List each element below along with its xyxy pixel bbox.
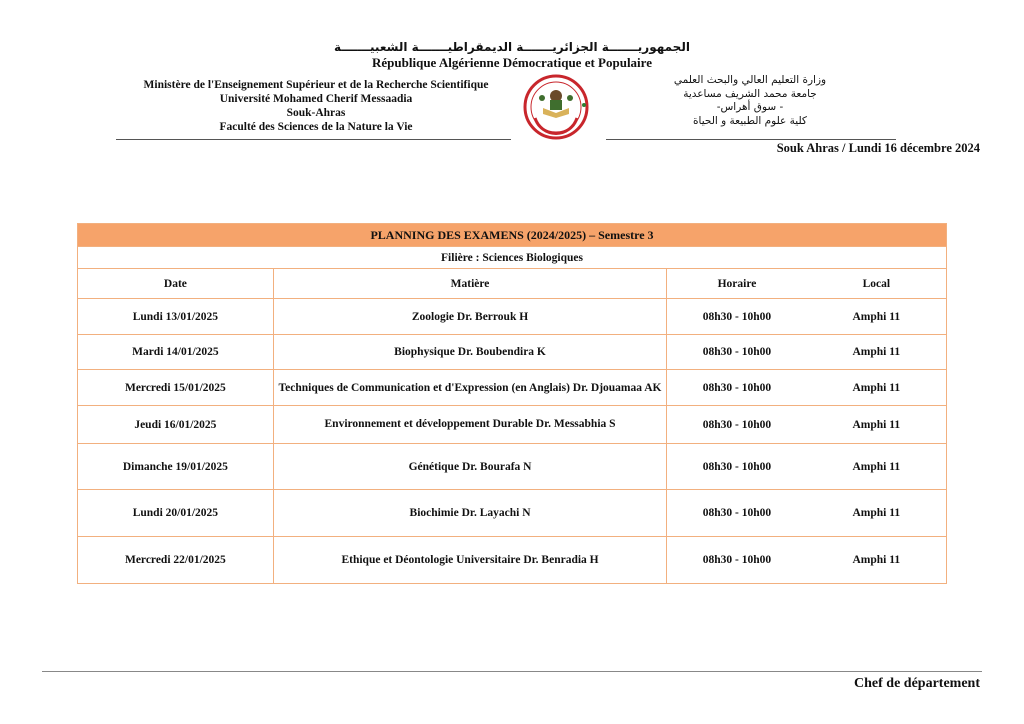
exam-subject: Techniques de Communication et d'Expression (en Anglais) (278, 381, 570, 394)
exam-room: Amphi 11 (807, 406, 947, 444)
exam-date: Mardi 14/01/2025 (78, 335, 274, 370)
exam-teacher: Dr. Messabhia S (535, 418, 616, 430)
exam-room: Amphi 11 (807, 444, 947, 490)
column-header-local: Local (807, 269, 947, 299)
institution-left-block (116, 78, 516, 134)
exam-subject: Biophysique (394, 346, 455, 358)
exam-subject: Zoologie (411, 310, 455, 323)
table-row (78, 537, 947, 584)
exam-date: Jeudi 16/01/2025 (78, 406, 274, 444)
table-row (78, 406, 947, 444)
exam-room: Amphi 11 (807, 370, 947, 406)
french-republic-title: République Algérienne Démocratique et Populaire (372, 55, 652, 70)
exam-date: Mercredi 15/01/2025 (78, 370, 274, 406)
document-date: Souk Ahras / Lundi 16 décembre 2024 (776, 141, 980, 155)
faculty-name: Faculté des Sciences de la Nature la Vie (219, 121, 413, 133)
table-title: PLANNING DES EXAMENS (2024/2025) – Semestre 3 (78, 224, 947, 247)
exam-subject-cell (273, 335, 667, 370)
exam-subject-cell (273, 444, 667, 490)
exam-subject-cell (273, 490, 667, 537)
arabic-republic-title: الجمهوريـــــــة الجزائريـــــــة الديمقراطيـــــــة الشعبيـــــــة (334, 40, 690, 54)
exam-teacher: Dr. Bourafa N (461, 460, 532, 473)
exam-teacher: Dr. Berrouk H (456, 310, 529, 323)
exam-teacher: Dr. Layachi N (461, 507, 531, 519)
exam-subject: Environnement et développement Durable (324, 418, 533, 430)
exam-date: Dimanche 19/01/2025 (78, 444, 274, 490)
table-row (78, 335, 947, 370)
header-divider-right (606, 139, 896, 140)
exam-subject: Biochimie (409, 507, 459, 519)
faculty-name-ar: كلية علوم الطبيعة و الحياة (693, 114, 807, 127)
exam-time: 08h30 - 10h00 (667, 490, 807, 537)
exam-room: Amphi 11 (807, 537, 947, 584)
exam-date: Lundi 13/01/2025 (78, 299, 274, 335)
table-row (78, 444, 947, 490)
exam-schedule-table (77, 223, 947, 584)
exam-teacher: Dr. Boubendira K (457, 346, 546, 358)
header-divider-left (116, 139, 511, 140)
exam-room: Amphi 11 (807, 299, 947, 335)
university-name: Université Mohamed Cherif Messaadia (219, 93, 413, 105)
exam-subject: Ethique et Déontologie Universitaire (341, 553, 521, 566)
table-row (78, 370, 947, 406)
signature-label: Chef de département (854, 676, 980, 691)
exam-teacher: Dr. Djouamaa AK (572, 381, 662, 394)
exam-date: Mercredi 22/01/2025 (78, 537, 274, 584)
city-name: Souk-Ahras (286, 107, 346, 119)
table-title-row (78, 224, 947, 247)
exam-teacher: Dr. Benradia H (523, 553, 599, 566)
ministry-name: Ministère de l'Enseignement Supérieur et de la Recherche Scientifique (143, 79, 489, 91)
exam-time: 08h30 - 10h00 (667, 370, 807, 406)
exam-date: Lundi 20/01/2025 (78, 490, 274, 537)
table-row (78, 490, 947, 537)
exam-room: Amphi 11 (807, 490, 947, 537)
exam-subject-cell (273, 537, 667, 584)
exam-subject-cell (273, 406, 667, 444)
exam-time: 08h30 - 10h00 (667, 406, 807, 444)
exam-time: 08h30 - 10h00 (667, 335, 807, 370)
university-name-ar: جامعة محمد الشريف مساعدية (683, 87, 817, 100)
column-header-matiere: Matière (273, 269, 667, 299)
institution-right-block-arabic (630, 74, 870, 128)
filiere-label: Filière : Sciences Biologiques (78, 247, 947, 269)
footer-divider (42, 671, 982, 672)
exam-subject: Génétique (408, 460, 460, 473)
exam-time: 08h30 - 10h00 (667, 537, 807, 584)
exam-room: Amphi 11 (807, 335, 947, 370)
exam-time: 08h30 - 10h00 (667, 444, 807, 490)
column-header-row (78, 269, 947, 299)
exam-time: 08h30 - 10h00 (667, 299, 807, 335)
exam-subject-cell (273, 370, 667, 406)
exam-subject-cell (273, 299, 667, 335)
city-name-ar: - سوق أهراس- (716, 101, 784, 113)
filiere-row (78, 247, 947, 269)
column-header-date: Date (78, 269, 274, 299)
column-header-horaire: Horaire (667, 269, 807, 299)
university-logo (521, 74, 591, 140)
table-row (78, 299, 947, 335)
ministry-name-ar: وزارة التعليم العالي والبحث العلمي (673, 74, 827, 86)
